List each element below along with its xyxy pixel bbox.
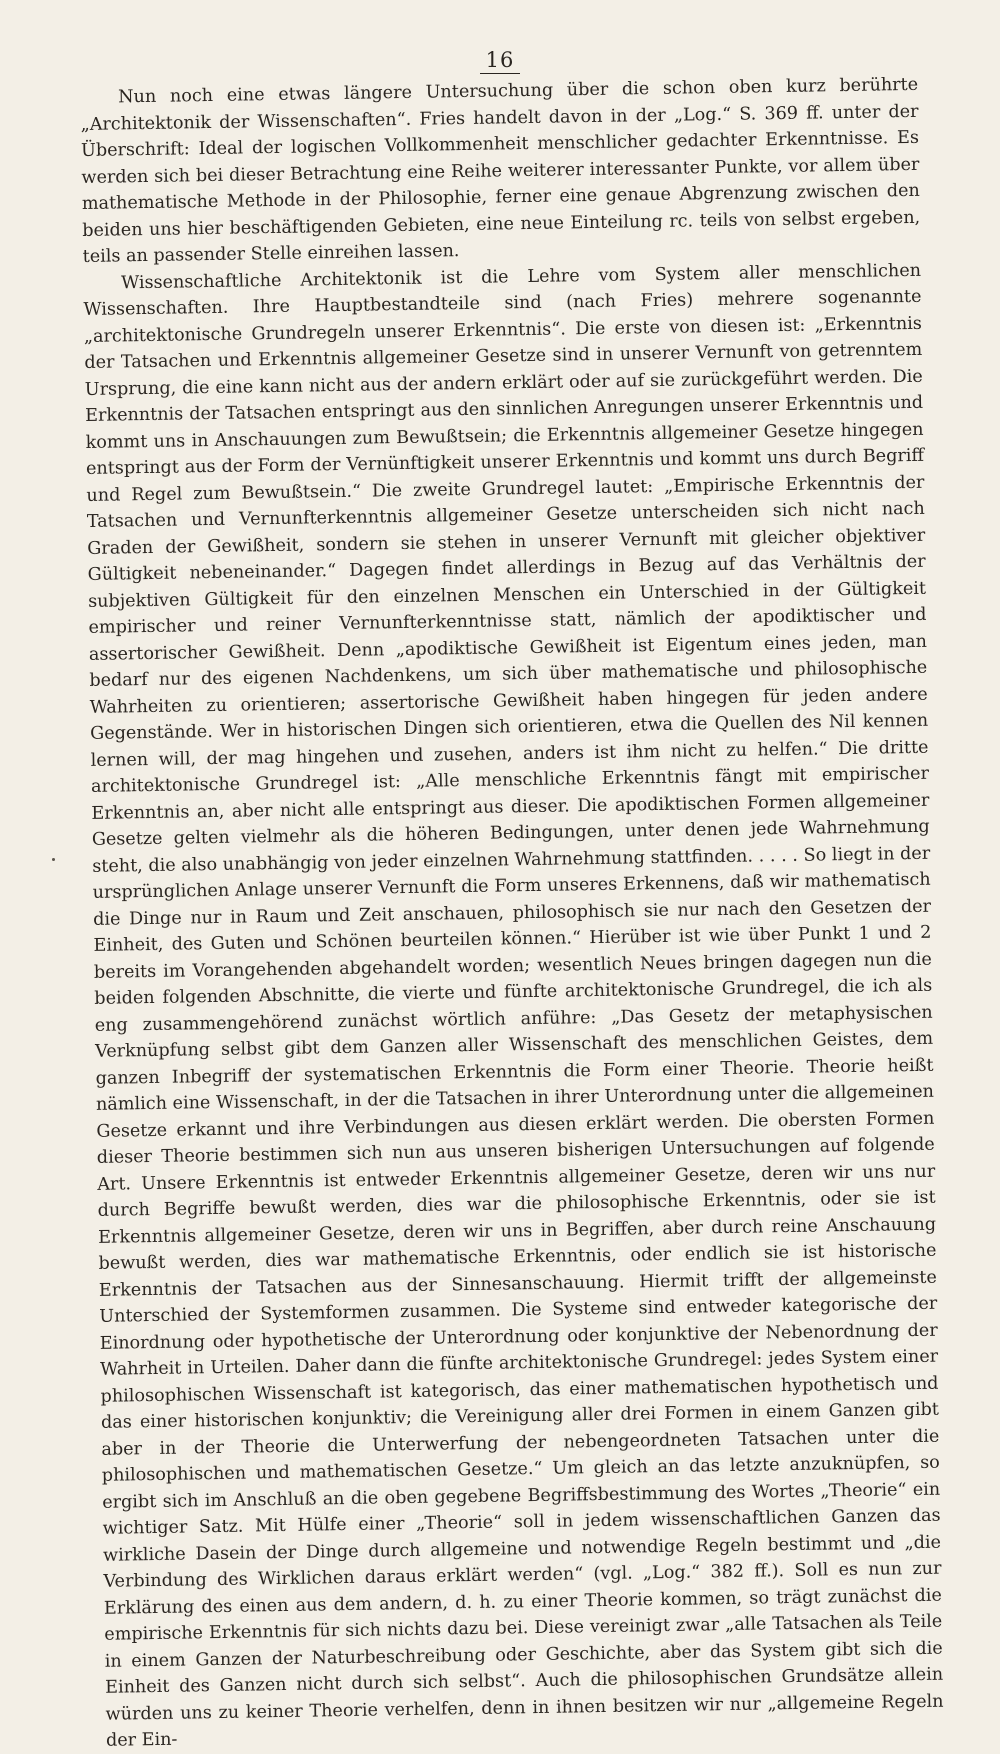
page-number xyxy=(0,48,1000,74)
paragraph: Nun noch eine etwas längere Untersuchung über die schon oben kurz berührte „Architektonik der Wissenschaften“. Fries handelt davon in der „Log.“ S. 369 ff. unter der Überschrift: Ideal der logischen Vollkommenheit menschlicher gedachter Erkenntnisse. Es werden sich bei dieser Betrachtung eine Reihe weiterer interessanter Punkte, vor allem über mathematische Methode in der Philosophie, ferner eine genaue Abgrenzung zwischen den beiden uns hier beschäftigenden Gebieten, eine neue Einteilung rc. teils von selbst ergeben, teils an passender Stelle einreihen lassen. xyxy=(80,74,921,267)
paragraph: Wissenschaftliche Architektonik ist die Lehre vom System aller menschlichen Wissenschaften. Ihre Hauptbestandteile sind (nach Fries) mehrere sogenannte „architektonische Grundregeln unserer Erkenntnis“. Die erste von diesen ist: „Erkenntnis der Tatsachen und Erkenntnis allgemeiner Gesetze sind in unserer Vernunft von getrenntem Ursprung, die eine kann nicht aus der andern erklärt oder auf sie zurückgeführt werden. Die Erkenntnis der Tatsachen entspringt aus den sinnlichen Anregungen unserer Erkenntnis und kommt uns in Anschauungen zum Bewußtsein; die Erkenntnis allgemeiner Gesetze hingegen entspringt aus der Form der Vernünftigkeit unserer Erkenntnis und kommt uns durch Begriff und Regel zum Bewußtsein.“ Die zweite Grundregel lautet: „Empirische Erkenntnis der Tatsachen und Vernunfterkenntnis allgemeiner Gesetze unterscheiden sich nicht nach Graden der Gewißheit, sondern sie stehen in unserer Vernunft mit gleicher objektiver Gültigkeit nebeneinander.“ Dagegen findet allerdings in Bezug auf das Verhältnis der subjektiven Gültigkeit für den einzelnen Menschen ein Unterschied in der Gültigkeit empirischer und reiner Vernunfterkenntnisse statt, nämlich der apodiktischer und assertorischer Gewißheit. Denn „apodiktische Gewißheit ist Eigentum eines jeden, man bedarf nur des eigenen Nachdenkens, um sich über mathematische und philosophische Wahrheiten zu orientieren; assertorische Gewißheit haben hingegen für jeden andere Gegenstände. Wer in historischen Dingen sich orientieren, etwa die Quellen des Nil kennen lernen will, der mag hingehen und zusehen, anders ist ihm nicht zu helfen.“ Die dritte architektonische Grundregel ist: „Alle menschliche Erkenntnis fängt mit empirischer Erkenntnis an, aber nicht alle entspringt aus dieser. Die apodiktischen Formen allgemeiner Gesetze gelten vielmehr als die höheren Bedingungen, unter denen jede Wahrnehmung steht, die also unabhängig von jeder einzelnen Wahrnehmung stattfinden. . . . . So liegt in der ursprünglichen Anlage unserer Vernunft die Form unseres Erkennens, daß wir mathematisch die Dinge nur in Raum und Zeit anschauen, philosophisch sie nur nach den Gesetzen der Einheit, des Guten und Schönen beurteilen können.“ Hierüber ist wie über Punkt 1 und 2 bereits im Vorangehenden abgehandelt worden; wesentlich Neues bringen dagegen nun die beiden folgenden Abschnitte, die vierte und fünfte architektonische Grundregel, die ich als eng zusammengehörend zunächst wörtlich anführe: „Das Gesetz der metaphysischen Verknüpfung selbst gibt dem Ganzen aller Wissenschaft des menschlichen Geistes, dem ganzen Inbegriff der systematischen Erkenntnis die Form einer Theorie. Theorie heißt nämlich eine Wissenschaft, in der die Tatsachen in ihrer Unterordnung unter die allgemeinen Gesetze erkannt und ihre Verbindungen aus diesen erklärt werden. Die obersten Formen dieser Theorie bestimmen sich nun aus unseren bisherigen Untersuchungen auf folgende Art. Unsere Erkenntnis ist entweder Erkenntnis allgemeiner Gesetze, deren wir uns nur durch Begriffe bewußt werden, dies war die philosophische Erkenntnis, oder sie ist Erkenntnis allgemeiner Gesetze, deren wir uns in Begriffen, aber durch reine Anschauung bewußt werden, dies war mathematische Erkenntnis, oder endlich sie ist historische Erkenntnis der Tatsachen aus der Sinnesanschauung. Hiermit trifft der allgemeinste Unterschied der Systemformen zusammen. Die Systeme sind entweder kategorische der Einordnung oder hypothetische der Unterordnung oder konjunktive der Nebenordnung der Wahrheit in Urteilen. Daher dann die fünfte architektonische Grundregel: jedes System einer philosophischen Wissenschaft ist kategorisch, das einer mathematischen hypothetisch und das einer historischen konjunktiv; die Vereinigung aller drei Formen in einem Ganzen gibt aber in der Theorie die Unterwerfung der nebengeordneten Tatsachen unter die philosophischen und mathematischen Gesetze.“ Um gleich an das letzte anzuknüpfen, so ergibt sich im Anschluß an die oben gegebene Begriffsbestimmung des Wortes „Theorie“ ein wichtiger Satz. Mit Hülfe einer „Theorie“ soll in jedem wissenschaftlichen Ganzen das wirkliche Dasein der Dinge durch allgemeine und notwendige Regeln bestimmt und „die Verbindung des Wirklichen daraus erklärt werden“ (vgl. „Log.“ 382 ff.). Soll es nun zur Erklärung des einen aus dem andern, d. h. zu einer Theorie kommen, so trägt zunächst die empirische Erkenntnis für sich nichts dazu bei. Diese vereinigt zwar „alle Tatsachen als Teile in einem Ganzen der Naturbeschreibung oder Geschichte, aber das System gibt sich die Einheit des Ganzen nicht durch sich selbst“. Auch die philosophischen Grundsätze allein würden uns zu keiner Theorie verhelfen, denn in ihnen besitzen wir nur „allgemeine Regeln der Ein- xyxy=(83,260,944,1751)
page-number-text: 16 xyxy=(480,48,521,74)
margin-mark xyxy=(52,858,55,861)
body-text xyxy=(80,72,944,1754)
